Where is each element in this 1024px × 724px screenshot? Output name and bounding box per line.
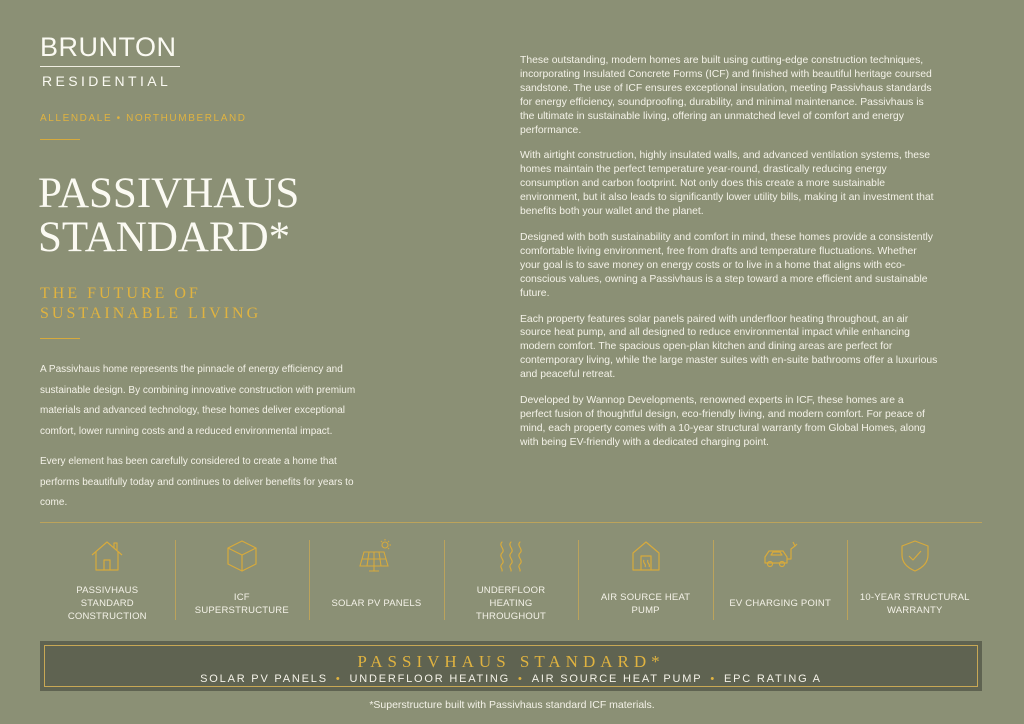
feature-item [847,536,982,626]
feature-icons-row [40,536,982,626]
intro-text [40,360,370,524]
page-title-line-1: PASSIVHAUS [38,170,300,217]
house-icon [89,538,125,574]
tagline [40,284,261,324]
bullet-separator: • [518,673,524,685]
banner-item: AIR SOURCE HEAT PUMP [531,673,703,685]
tagline-line-2: SUSTAINABLE LIVING [40,305,262,322]
body-text [520,54,938,462]
bullet-separator: • [710,673,717,685]
banner-feature-list [45,673,977,685]
banner-item: EPC RATING A [724,673,822,685]
footnote: *Superstructure built with Passivhaus standard ICF materials. [369,699,655,711]
feature-item [578,536,713,626]
feature-item [713,536,848,626]
body-paragraph: Designed with both sustainability and comfort in mind, these homes provide a consistently comfortable living environment, free from drafts and temperature fluctuations. Whether your goal is to save money on energy costs or to live in a home that aligns with eco-conscious values, owning a Passivhaus is a step toward a more efficient and sustainable future. [520,231,933,299]
feature-label: ICF SUPERSTRUCTURE [194,591,289,616]
page-title-line-2: STANDARD* [38,214,291,261]
solar-panel-icon [358,538,394,574]
body-paragraph: With airtight construction, highly insulated walls, and advanced ventilation systems, these homes maintain the perfect temperature year-round, drastically reducing energy consumption and carbon footprint. Not only does this create a more sustainable environment, but it also leads to significantly lower utility bills, making it an investment that benefits both your wallet and the planet. [520,150,934,218]
banner-title: PASSIVHAUS STANDARD* [357,652,665,671]
intro-paragraph: A Passivhaus home represents the pinnacle of energy efficiency and sustainable design. By combining innovative construction with premium materials and advanced technology, these homes deliver exceptional comfort, lower running costs and a reduced environmental impact. [40,364,356,437]
body-paragraph: Each property features solar panels paired with underfloor heating throughout, an air source heat pump, and all designed to reduce environmental impact while enhancing modern comfort. The spacious open-plan kitchen and dining areas are perfect for contemporary living, while the large master suites with en-suite bathrooms offer a luxurious and peaceful retreat. [520,313,938,381]
heat-pump-house-icon [628,538,664,574]
feature-label: UNDERFLOOR HEATING THROUGHOUT [475,585,547,622]
feature-label: PASSIVHAUS STANDARD CONSTRUCTION [67,585,147,622]
banner-item: UNDERFLOOR HEATING [349,673,511,685]
shield-check-icon [897,538,933,574]
heat-waves-icon [493,538,529,574]
feature-item [444,536,579,626]
body-paragraph: These outstanding, modern homes are built using cutting-edge construction techniques, incorporating Insulated Concrete Forms (ICF) and finished with beautiful heritage coursed sandstone. The use of ICF ensures exceptional insulation, meeting Passivhaus standards for energy efficiency, soundproofing, durability, and minimal maintenance. Passivhaus is the ultimate in sustainable living, offering an unmatched level of comfort and energy performance. [520,55,932,136]
banner-frame [44,645,978,687]
intro-paragraph: Every element has been carefully considered to create a home that performs beautifully today and continues to deliver benefits for years to come. [40,456,354,508]
tagline-line-1: THE FUTURE OF [40,285,201,302]
location-label: ALLENDALE • NORTHUMBERLAND [40,113,247,124]
brand-logo-name: BRUNTON [40,32,177,62]
summary-banner [40,641,982,691]
bullet-separator: • [335,673,342,685]
feature-label: 10-YEAR STRUCTURAL WARRANTY [859,591,970,616]
feature-item [309,536,444,626]
gold-divider [40,139,80,140]
ev-charging-icon [762,538,798,574]
features-divider [40,522,982,523]
brand-divider [40,66,180,67]
feature-label: EV CHARGING POINT [729,598,831,609]
banner-item: SOLAR PV PANELS [200,673,328,685]
feature-item [175,536,310,626]
brand-logo-subtitle: RESIDENTIAL [42,73,172,89]
feature-label: AIR SOURCE HEAT PUMP [600,591,691,616]
page-title [38,172,368,260]
feature-label: SOLAR PV PANELS [331,598,422,609]
gold-divider [40,338,80,339]
feature-item [40,536,175,626]
cube-icon [224,538,260,574]
body-paragraph: Developed by Wannop Developments, renowned experts in ICF, these homes are a perfect fusion of thoughtful design, eco-friendly living, and modern comfort. For peace of mind, each property comes with a 10-year structural warranty from Global Homes, along with being EV-friendly with a dedicated charging point. [520,395,926,448]
